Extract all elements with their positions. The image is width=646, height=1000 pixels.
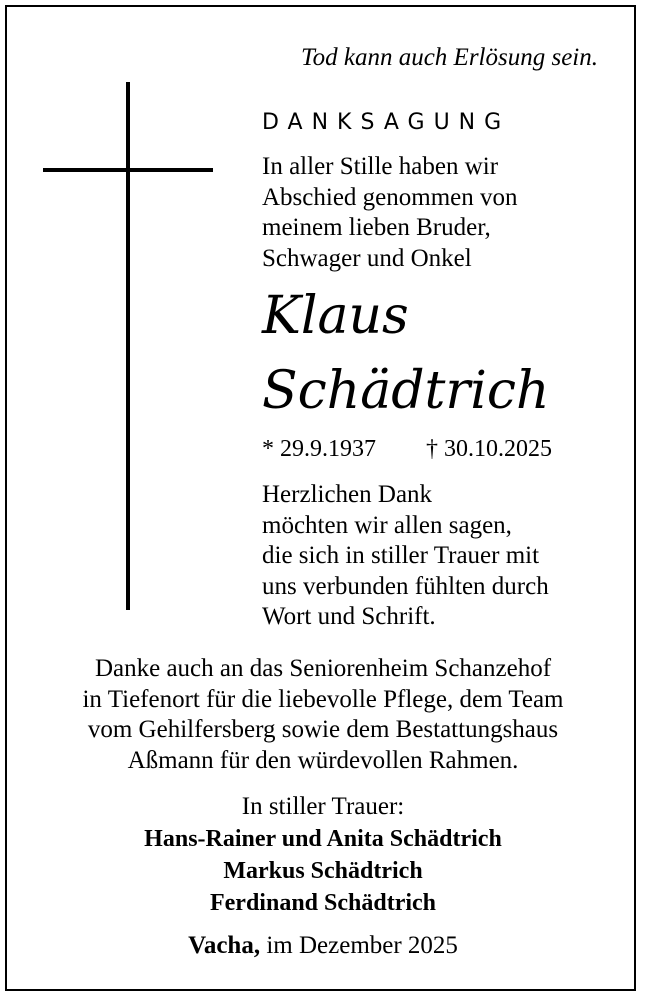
thanks-line: Wort und Schrift. [262,603,436,630]
additional-thanks-line: Aßmann für den würdevollen Rahmen. [127,746,519,774]
intro-line: Schwager und Onkel [262,244,472,272]
intro-line: meinem lieben Bruder, [262,214,491,241]
death-date: † 30.10.2025 [426,436,552,462]
deceased-first-name: Klaus [262,286,409,346]
motto: Tod kann auch Erlösung sein. [301,44,598,71]
mourner-name: Hans-Rainer und Anita Schädtrich [144,826,502,852]
thanks-line: möchten wir allen sagen, [262,511,512,539]
thanks-text [262,480,622,633]
cross-icon [126,82,130,610]
mourner-name: Ferdinand Schädtrich [209,890,437,916]
additional-thanks-line: in Tiefenort für die liebevolle Pflege, dem Team [82,685,564,713]
mourner-name: Markus Schädtrich [223,858,423,884]
deceased-last-name: Schädtrich [262,361,550,421]
thanks-line: uns verbunden fühlten durch [262,572,549,600]
place-date: im Dezember 2025 [266,932,458,959]
mourning-label: In stiller Trauer: [241,793,405,820]
heading: DANKSAGUNG [262,110,511,135]
additional-thanks [0,654,646,776]
thanks-line: die sich in stiller Trauer mit [262,542,540,569]
intro-text [262,152,622,274]
thanks-line: Herzlichen Dank [262,481,433,508]
birth-date: * 29.9.1937 [262,436,376,462]
additional-thanks-line: vom Gehilfersberg sowie dem Bestattungshaus [87,716,559,743]
cross-icon-bar [43,168,213,172]
place-and-date [0,932,646,960]
life-dates [262,436,622,463]
additional-thanks-line: Danke auch an das Seniorenheim Schanzehof [94,655,552,682]
intro-line: Abschied genommen von [262,183,518,211]
place-city: Vacha, [188,932,261,959]
intro-line: In aller Stille haben wir [262,153,499,180]
